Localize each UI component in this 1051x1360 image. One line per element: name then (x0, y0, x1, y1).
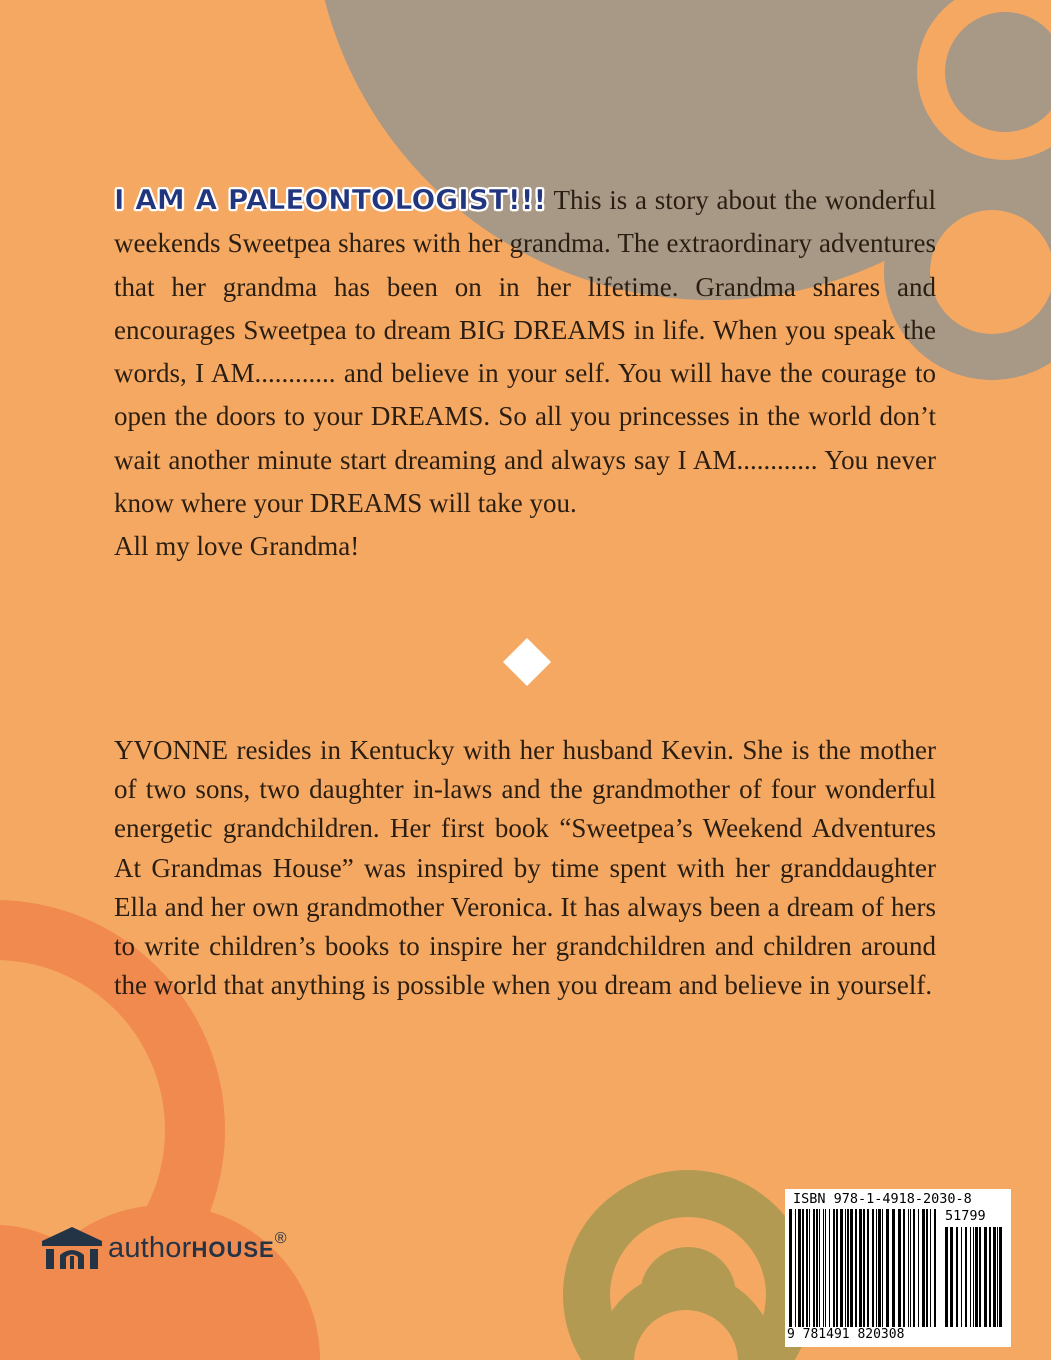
barcode-bar (898, 1209, 901, 1327)
isbn-barcode (785, 1189, 1011, 1347)
barcode-bar (816, 1209, 818, 1327)
barcode-bar (789, 1209, 792, 1327)
barcode-bar (845, 1209, 846, 1327)
barcode-bar (840, 1209, 843, 1327)
barcode-bar (855, 1209, 857, 1327)
barcode-bar (913, 1209, 915, 1327)
barcode-bar (802, 1209, 804, 1327)
barcode-bar (836, 1209, 838, 1327)
blurb-signoff: All my love Grandma! (114, 531, 360, 562)
barcode-bar (795, 1209, 796, 1327)
registered-mark: ® (274, 1229, 287, 1247)
publisher-name-part1: author (108, 1231, 192, 1264)
author-bio: YVONNE resides in Kentucky with her husband Kevin. She is the mother of two sons, two daughter in-laws and the grandmother of four wonderful energetic grandchildren. Her first book “Sweetpea’s Weekend Adventures At Grandmas House” was inspired by time spent with her granddaughter Ella and her own grandmother Veronica. It has always been a dream of hers to write children’s books to inspire her grandchildren and children around the world that anything is possible when you dream and believe in yourself. (114, 735, 936, 1001)
barcode-bar (847, 1209, 849, 1327)
barcode-bar (908, 1209, 909, 1327)
back-cover-blurb (114, 178, 936, 569)
barcode-bar (829, 1209, 830, 1327)
barcode-bar (823, 1209, 824, 1327)
barcode-bar (876, 1209, 877, 1327)
ean-digits: 9 781491 820308 (787, 1327, 905, 1342)
price-code: 51799 (945, 1208, 986, 1224)
barcode-bar (961, 1227, 962, 1327)
barcode-bar (833, 1209, 835, 1327)
barcode-bar (999, 1227, 1002, 1327)
barcode-bar (918, 1209, 919, 1327)
barcode-bar (903, 1209, 905, 1327)
barcode-bar (930, 1209, 931, 1327)
barcode-bar (809, 1209, 810, 1327)
barcode-bars (789, 1209, 941, 1327)
barcode-bar (989, 1227, 991, 1327)
barcode-bar (886, 1209, 889, 1327)
addon-barcode-bars (945, 1227, 1007, 1327)
barcode-bar (813, 1209, 815, 1327)
isbn-label: ISBN 978-1-4918-2030-8 (793, 1191, 972, 1207)
barcode-bar (979, 1227, 981, 1327)
publisher-logo-icon (40, 1225, 104, 1271)
barcode-bar (973, 1227, 974, 1327)
barcode-bar (878, 1209, 881, 1327)
barcode-bar (910, 1209, 911, 1327)
barcode-bar (850, 1209, 853, 1327)
barcode-bar (922, 1209, 925, 1327)
barcode-bar (863, 1209, 865, 1327)
publisher-name (108, 1229, 287, 1265)
barcode-bar (956, 1227, 958, 1327)
publisher-name-part2: HOUSE (191, 1236, 275, 1262)
barcode-bar (975, 1227, 978, 1327)
barcode-bar (867, 1209, 869, 1327)
barcode-bar (882, 1209, 883, 1327)
barcode-bar (892, 1209, 895, 1327)
barcode-bar (997, 1227, 998, 1327)
barcode-bar (819, 1209, 820, 1327)
barcode-bar (965, 1227, 967, 1327)
barcode-bar (950, 1227, 953, 1327)
barcode-bar (859, 1209, 862, 1327)
barcode-bar (926, 1209, 928, 1327)
publisher-logo (40, 1225, 287, 1271)
barcode-bar (970, 1227, 971, 1327)
barcode-bar (872, 1209, 874, 1327)
barcode-bar (993, 1227, 996, 1327)
barcode-bar (934, 1209, 936, 1327)
barcode-bar (945, 1227, 948, 1327)
barcode-bar (798, 1209, 801, 1327)
barcode-bar (825, 1209, 826, 1327)
barcode-bar (984, 1227, 987, 1327)
barcode-bar (806, 1209, 808, 1327)
blurb-headline: I AM A PALEONTOLOGIST!!! (114, 183, 547, 216)
blurb-text: This is a story about the wonderful weekends Sweetpea shares with her grandma. The extraordinary adventures that her grandma has been on in her lifetime. Grandma shares and encourages Sweetpea to dream BIG DREAMS in life. When you speak the words, I AM............ and believe in your self. You will have the courage to open the doors to your DREAMS. So all you princesses in the world don’t wait another minute start dreaming and always say I AM............ You never know where your DREAMS will take you. (114, 185, 936, 519)
